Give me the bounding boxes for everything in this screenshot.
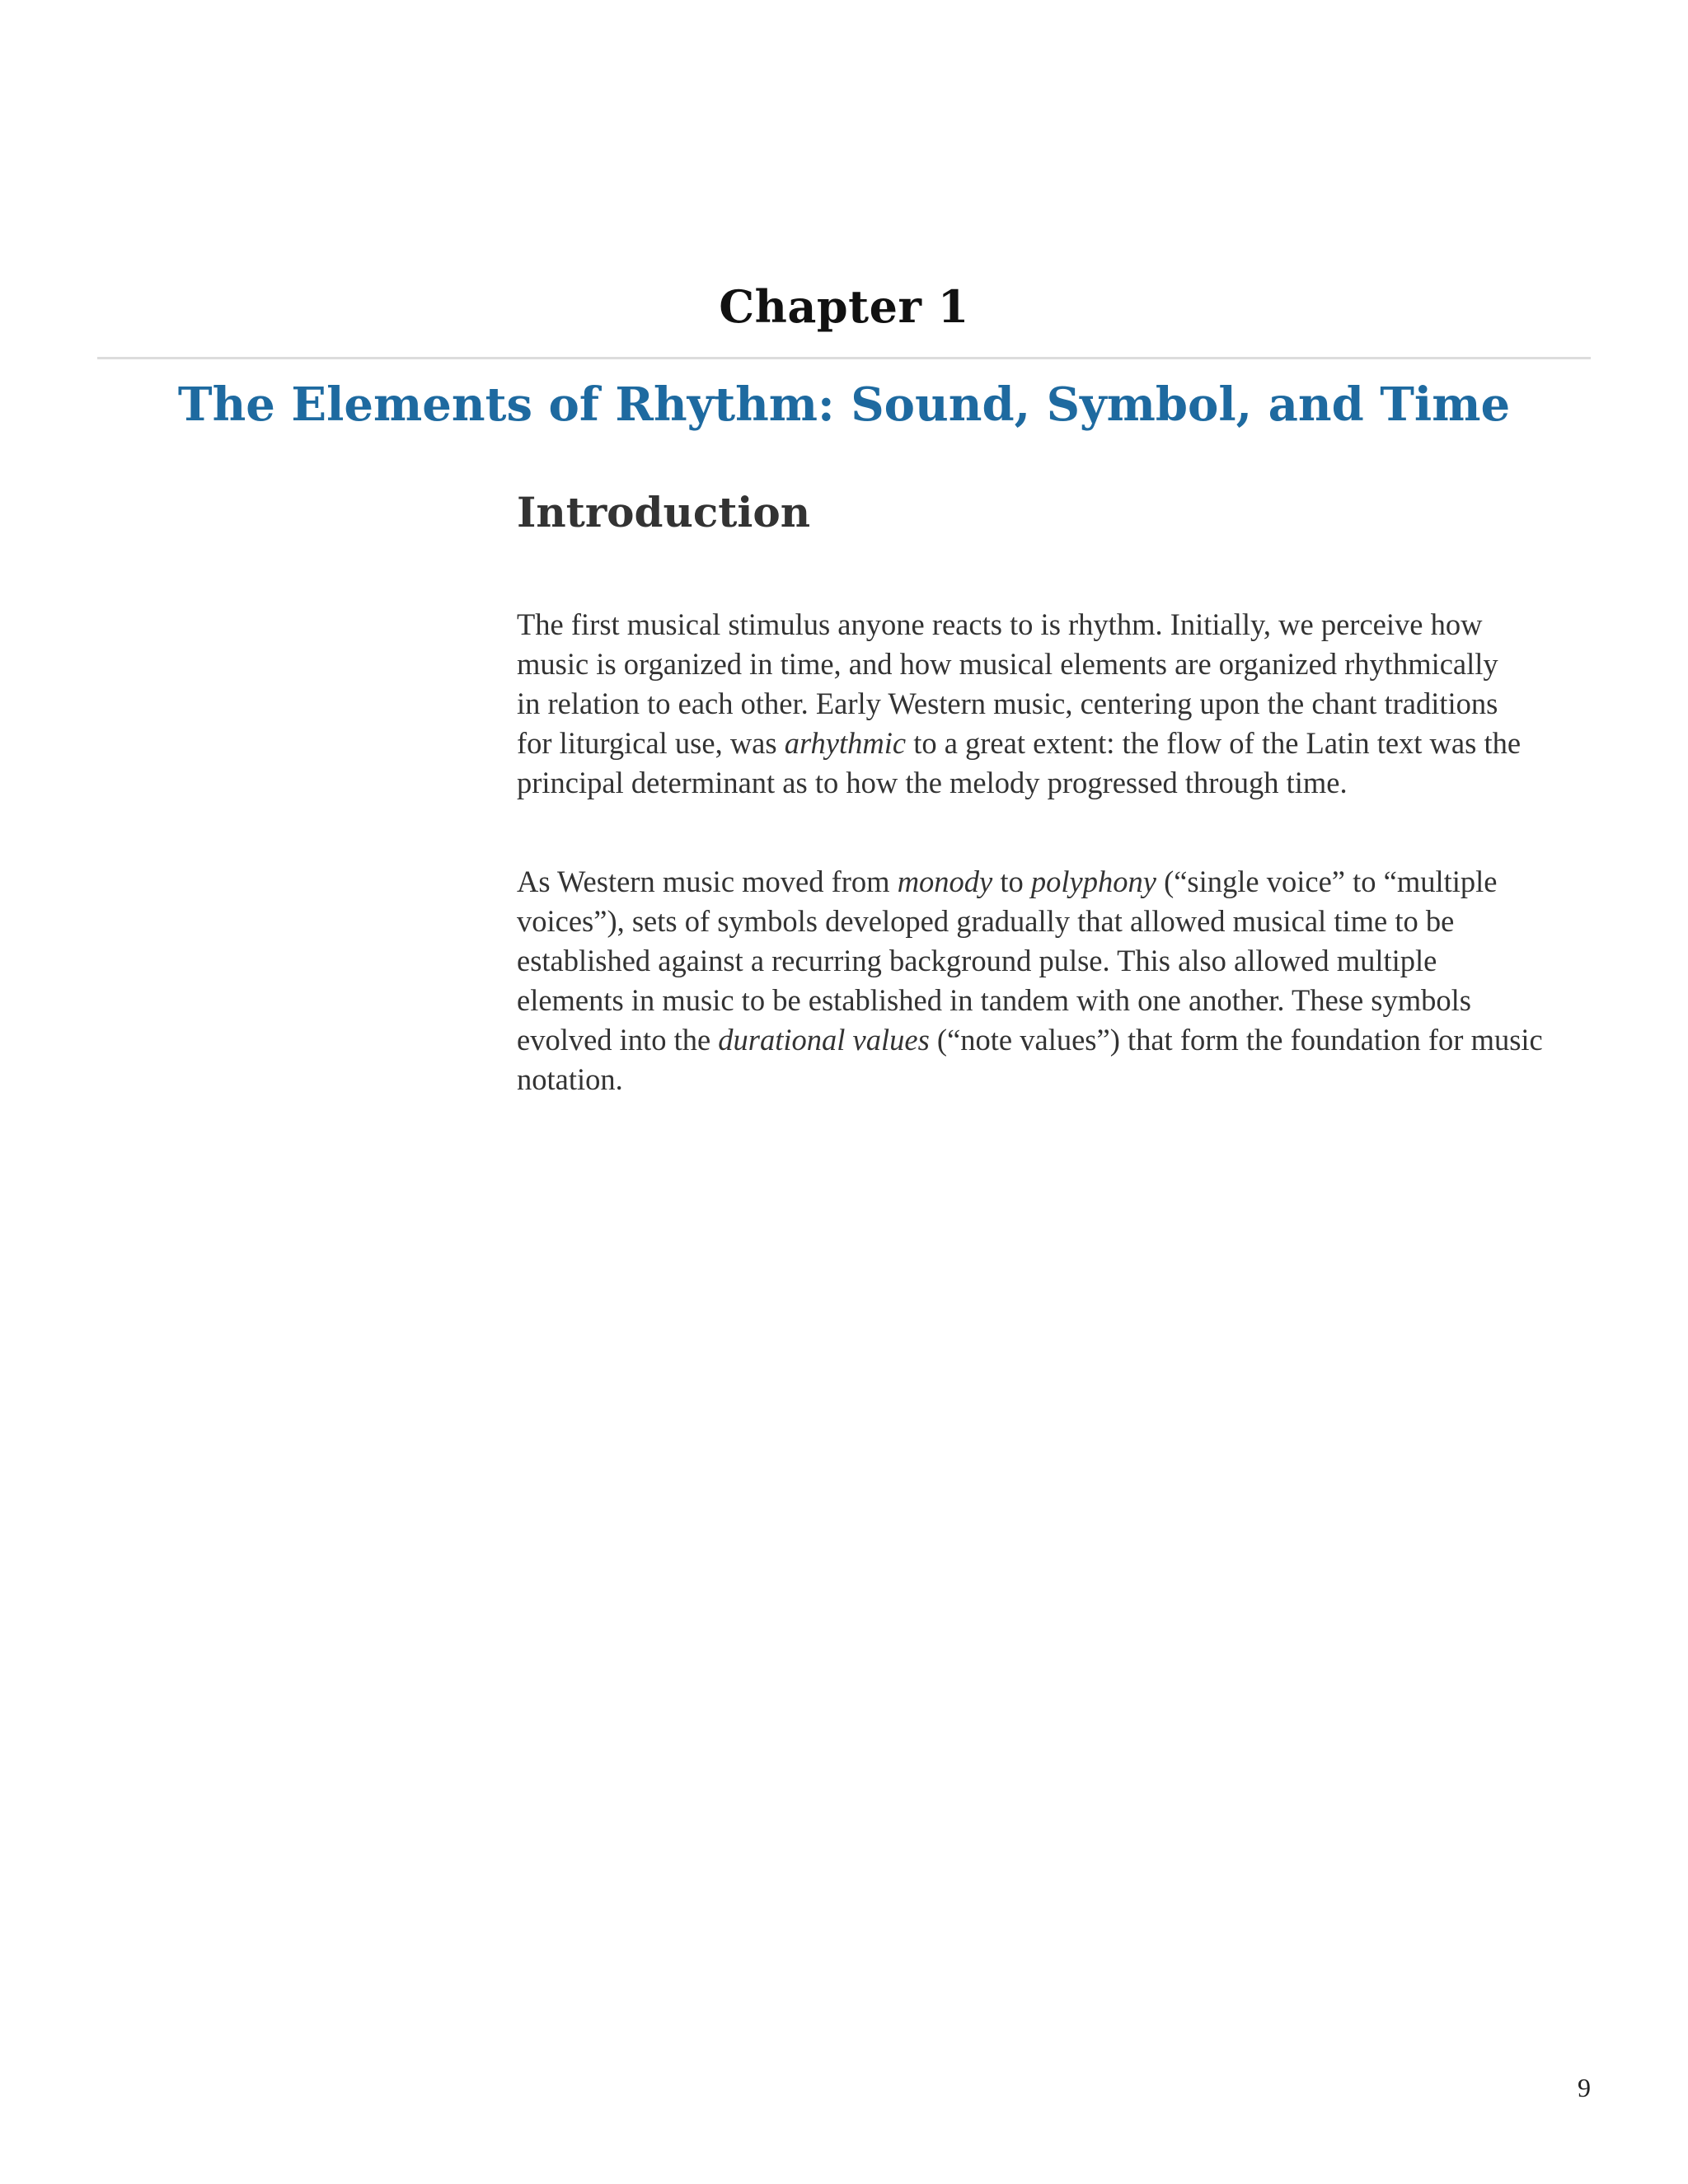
chapter-title: The Elements of Rhythm: Sound, Symbol, and Time (177, 377, 1511, 432)
paragraph (517, 862, 1597, 1099)
text-run: music is organized in time, and how musical elements are organized rhythmically (517, 647, 1498, 681)
text-run: for liturgical use, was (517, 726, 785, 760)
paragraph-line (517, 1060, 1597, 1099)
italic-term: arhythmic (784, 726, 907, 760)
text-run: voices”), sets of symbols developed gradually that allowed musical time to be (517, 904, 1455, 938)
paragraph-line (517, 724, 1597, 763)
page-number: 9 (1578, 2073, 1591, 2102)
paragraph-line (517, 902, 1597, 941)
text-run: As Western music moved from (517, 865, 898, 898)
paragraph-line (517, 605, 1597, 644)
italic-term: durational values (718, 1023, 930, 1057)
paragraph-line (517, 644, 1597, 684)
paragraph (517, 605, 1597, 803)
text-run: elements in music to be established in tandem with one another. These symbols (517, 983, 1471, 1017)
italic-term: monody (897, 865, 993, 898)
text-run: The first musical stimulus anyone reacts to is rhythm. Initially, we perceive how (517, 607, 1483, 641)
paragraph-line (517, 684, 1597, 724)
paragraph-line (517, 941, 1597, 981)
paragraph-line (517, 862, 1597, 902)
text-run: established against a recurring background pulse. This also allowed multiple (517, 944, 1437, 977)
text-run: (“note values”) that form the foundation for music (929, 1023, 1543, 1057)
text-run: in relation to each other. Early Western music, centering upon the chant traditions (517, 687, 1498, 720)
text-run: to a great extent: the flow of the Latin text was the (906, 726, 1522, 760)
italic-term: polyphony (1030, 865, 1156, 898)
text-run: principal determinant as to how the melody progressed through time. (517, 766, 1348, 799)
section-heading: Introduction (517, 488, 811, 537)
text-run: (“single voice” to “multiple (1156, 865, 1498, 898)
chapter-divider (97, 357, 1591, 359)
text-run: to (992, 865, 1031, 898)
paragraph-line (517, 763, 1597, 803)
text-run: notation. (517, 1062, 623, 1096)
chapter-label: Chapter 1 (719, 280, 969, 333)
paragraph-line (517, 981, 1597, 1020)
text-run: evolved into the (517, 1023, 719, 1057)
paragraph-line (517, 1020, 1597, 1060)
